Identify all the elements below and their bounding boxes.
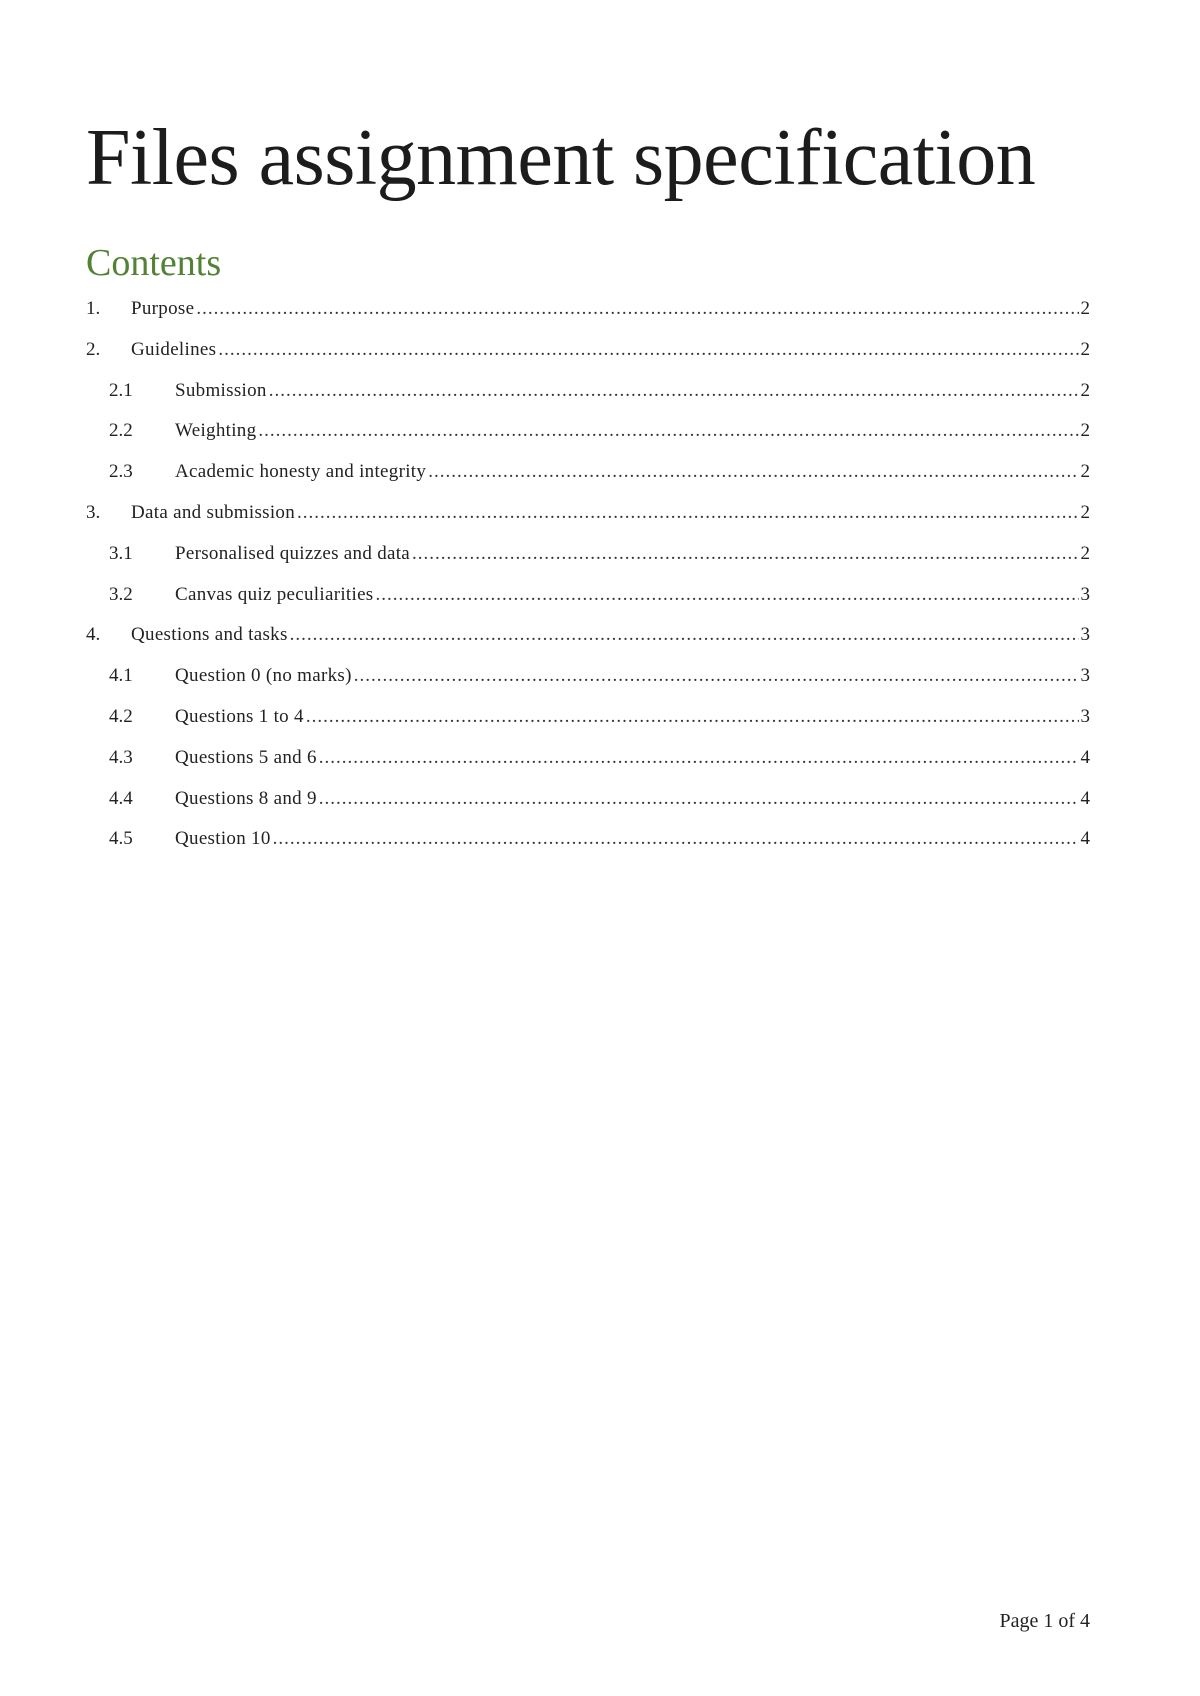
toc-entry-page: 2 [1080, 379, 1090, 401]
toc-entry-title: Submission [175, 379, 267, 401]
toc-entry[interactable] [86, 700, 1090, 741]
toc-entry-page: 4 [1080, 828, 1090, 850]
toc-entry-page: 4 [1080, 746, 1090, 768]
toc-entry-number: 1. [86, 298, 101, 319]
toc-entry-page: 2 [1080, 542, 1090, 564]
toc-entry-page: 2 [1080, 420, 1090, 442]
toc-dot-leader [319, 741, 1079, 775]
table-of-contents [86, 292, 1090, 863]
toc-entry[interactable] [86, 618, 1090, 659]
toc-entry-number: 2.2 [109, 420, 133, 442]
toc-entry-title: Canvas quiz peculiarities [175, 583, 374, 605]
toc-dot-leader [297, 496, 1078, 530]
toc-entry-number: 4.3 [109, 746, 133, 768]
toc-dot-leader [428, 455, 1078, 489]
toc-dot-leader [218, 333, 1078, 367]
toc-dot-leader [376, 578, 1079, 612]
toc-entry[interactable] [86, 333, 1090, 374]
toc-entry-title: Data and submission [131, 501, 296, 523]
toc-entry[interactable] [86, 659, 1090, 700]
toc-entry-number: 2. [86, 338, 101, 360]
toc-dot-leader [306, 700, 1079, 734]
toc-entry-title: Question 0 (no marks) [175, 665, 352, 687]
toc-entry-page: 3 [1080, 624, 1090, 646]
toc-entry-page: 3 [1080, 665, 1090, 687]
toc-entry-number: 4.5 [109, 828, 133, 850]
toc-dot-leader [273, 822, 1079, 856]
toc-entry-title: Questions 8 and 9 [175, 787, 317, 809]
toc-entry-number: 4. [86, 624, 101, 646]
toc-entry-title: Question 10 [175, 828, 271, 850]
toc-entry-number: 2.3 [109, 461, 133, 483]
toc-entry-page: 3 [1080, 705, 1090, 727]
toc-dot-leader [196, 292, 1078, 326]
toc-dot-leader [412, 537, 1078, 571]
toc-entry[interactable] [86, 782, 1090, 823]
toc-entry-title: Academic honesty and integrity [175, 461, 427, 483]
toc-entry-number: 3.1 [109, 542, 133, 564]
toc-entry[interactable] [86, 578, 1090, 619]
contents-heading: Contents [86, 242, 222, 284]
toc-entry-number: 3. [86, 501, 101, 523]
toc-entry-number: 4.4 [109, 787, 133, 809]
toc-entry[interactable] [86, 496, 1090, 537]
toc-entry-page: 3 [1080, 583, 1090, 605]
toc-entry-title: Personalised quizzes and data [175, 542, 411, 564]
toc-entry-title: Questions and tasks [131, 624, 288, 646]
toc-entry-page: 2 [1080, 461, 1090, 483]
toc-entry-number: 4.2 [109, 705, 133, 727]
toc-entry-number: 2.1 [109, 379, 133, 401]
toc-entry-page: 4 [1080, 787, 1090, 809]
toc-entry-title: Purpose [131, 298, 195, 319]
page-footer: Page 1 of 4 [999, 1610, 1090, 1632]
toc-entry-title: Questions 5 and 6 [175, 746, 317, 768]
toc-entry-page: 2 [1080, 298, 1090, 319]
toc-entry[interactable] [86, 414, 1090, 455]
toc-entry-title: Guidelines [131, 338, 217, 360]
toc-dot-leader [269, 374, 1079, 408]
toc-entry-page: 2 [1080, 501, 1090, 523]
toc-entry[interactable] [86, 822, 1090, 863]
toc-entry-page: 2 [1080, 338, 1090, 360]
document-title: Files assignment specification [86, 114, 1036, 202]
toc-entry[interactable] [86, 741, 1090, 782]
toc-dot-leader [258, 414, 1078, 448]
toc-entry-number: 4.1 [109, 665, 133, 687]
toc-dot-leader [290, 618, 1079, 652]
toc-entry[interactable] [86, 455, 1090, 496]
toc-entry[interactable] [86, 537, 1090, 578]
toc-dot-leader [319, 782, 1079, 816]
toc-entry-title: Questions 1 to 4 [175, 705, 304, 727]
toc-entry[interactable] [86, 292, 1090, 333]
toc-entry-title: Weighting [175, 420, 257, 442]
toc-entry[interactable] [86, 374, 1090, 415]
toc-dot-leader [354, 659, 1079, 693]
toc-entry-number: 3.2 [109, 583, 133, 605]
